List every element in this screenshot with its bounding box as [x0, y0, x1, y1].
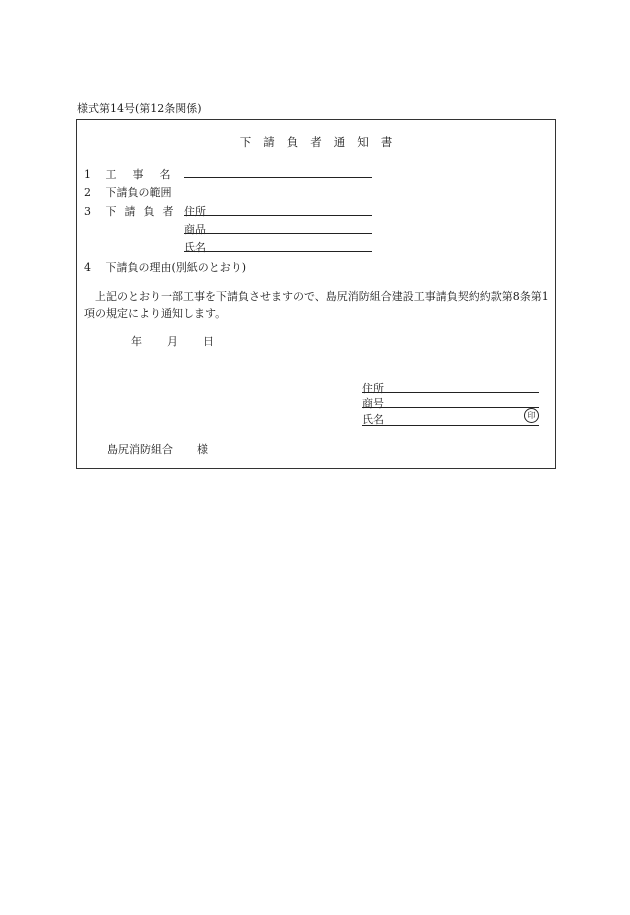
item-number: 4 — [84, 261, 91, 274]
document-title: 下請負者通知書 — [239, 135, 405, 149]
form-number: 様式第14号(第12条関係) — [77, 102, 202, 115]
signer-trade-name-label: 商号 — [362, 397, 384, 410]
addressee-honorific: 様 — [197, 443, 208, 456]
date-day-label: 日 — [203, 335, 214, 348]
date-year-label: 年 — [131, 335, 142, 348]
subcontractor-trade-name-field[interactable] — [184, 233, 372, 234]
item-number: 3 — [84, 205, 91, 218]
item-subcontract-reason — [84, 259, 246, 275]
item-number: 2 — [84, 186, 91, 199]
subcontractor-address-field[interactable] — [184, 215, 372, 216]
item-label: 工事名 — [105, 168, 187, 181]
item-construction-name — [84, 166, 187, 182]
date-month-label: 月 — [167, 335, 178, 348]
notice-form — [76, 119, 556, 469]
subcontractor-trade-name-label: 商品 — [184, 223, 206, 236]
addressee — [107, 441, 208, 457]
signer-name-field[interactable] — [362, 425, 539, 426]
addressee-org: 島尻消防組合 — [107, 443, 173, 456]
signer-trade-name-field[interactable] — [362, 407, 539, 408]
notice-body-text: 上記のとおり一部工事を下請負させますので、島尻消防組合建設工事請負契約約款第8条第1項の規定により通知します。 — [84, 290, 549, 320]
item-subcontract-scope — [84, 184, 172, 200]
seal-mark-icon: 印 — [524, 408, 539, 423]
item-label: 下請負の範囲 — [105, 186, 172, 199]
item-label: 下請負の理由(別紙のとおり) — [105, 261, 247, 274]
signer-address-field[interactable] — [362, 392, 539, 393]
signer-name-label: 氏名 — [362, 413, 384, 426]
item-label: 下請負者 — [105, 205, 182, 218]
subcontractor-name-field[interactable] — [184, 251, 372, 252]
construction-name-field[interactable] — [184, 177, 372, 178]
subcontractor-address-label: 住所 — [184, 205, 206, 218]
subcontractor-name-label: 氏名 — [184, 241, 206, 254]
signer-address-label: 住所 — [362, 382, 384, 395]
item-number: 1 — [84, 168, 91, 181]
item-subcontractor — [84, 203, 182, 219]
